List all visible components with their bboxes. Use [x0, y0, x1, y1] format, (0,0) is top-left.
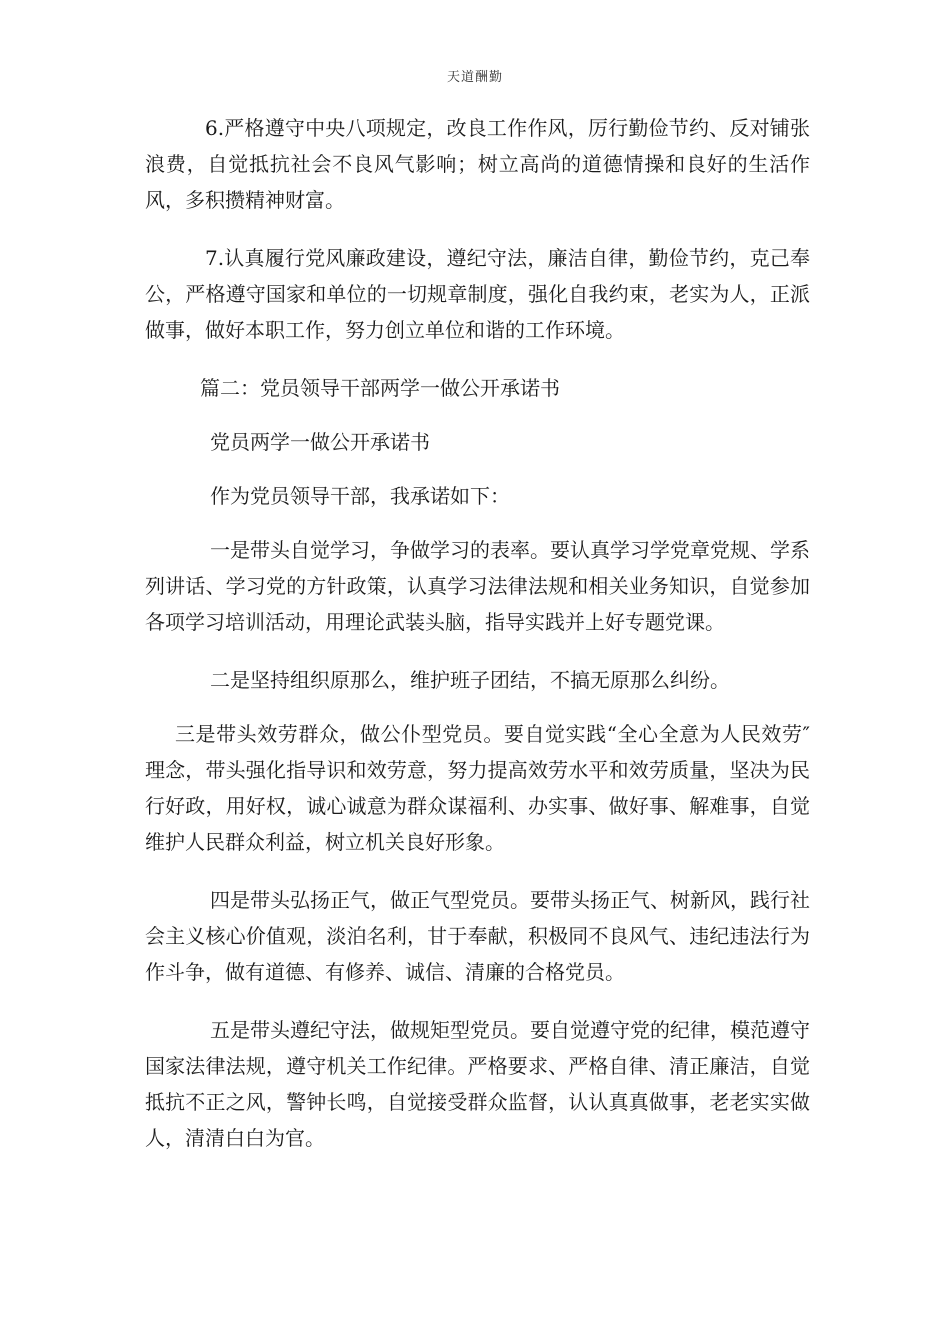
document-title: 党员两学一做公开承诺书 — [210, 430, 430, 454]
section-title: 篇二：党员领导干部两学一做公开承诺书 — [200, 376, 560, 400]
pledge-item-2: 二是坚持组织原那么，维护班子团结，不搞无原那么纠纷。 — [210, 668, 730, 692]
page-header: 天道酬勤 — [446, 70, 503, 85]
pledge-item-4: 四是带头弘扬正气，做正气型党员。要带头扬正气、树新风，践行社会主义核心价值观，淡泊名利，甘于奉献，积极同不良风气、违纪违法行为作斗争，做有道德、有修养、诚信、清廉的合格党员。 — [145, 888, 810, 984]
document-body — [145, 110, 810, 1178]
intro-line: 作为党员领导干部，我承诺如下： — [210, 484, 510, 508]
paragraph-item-7: 7.认真履行党风廉政建设，遵纪守法，廉洁自律，勤俭节约，克己奉公，严格遵守国家和单位的一切规章制度，强化自我约束，老实为人，正派做事，做好本职工作，努力创立单位和谐的工作环境。 — [145, 246, 810, 342]
pledge-item-3: 三是带头效劳群众，做公仆型党员。要自觉实践“全心全意为人民效劳″理念，带头强化指导识和效劳意，努力提高效劳水平和效劳质量，坚决为民行好政，用好权，诚心诚意为群众谋福利、办实事、做好事、解难事，自觉维护人民群众利益，树立机关良好形象。 — [145, 722, 810, 854]
pledge-item-1: 一是带头自觉学习，争做学习的表率。要认真学习学党章党规、学系列讲话、学习党的方针政策，认真学习法律法规和相关业务知识，自觉参加各项学习培训活动，用理论武装头脑，指导实践并上好专题党课。 — [145, 538, 810, 634]
paragraph-item-6: 6.严格遵守中央八项规定，改良工作作风，厉行勤俭节约、反对铺张浪费，自觉抵抗社会不良风气影响；树立高尚的道德情操和良好的生活作风，多积攒精神财富。 — [145, 116, 810, 212]
pledge-item-5: 五是带头遵纪守法，做规矩型党员。要自觉遵守党的纪律，模范遵守国家法律法规，遵守机关工作纪律。严格要求、严格自律、清正廉洁，自觉抵抗不正之风，警钟长鸣，自觉接受群众监督，认认真真做事，老老实实做人，清清白白为官。 — [145, 1018, 810, 1150]
